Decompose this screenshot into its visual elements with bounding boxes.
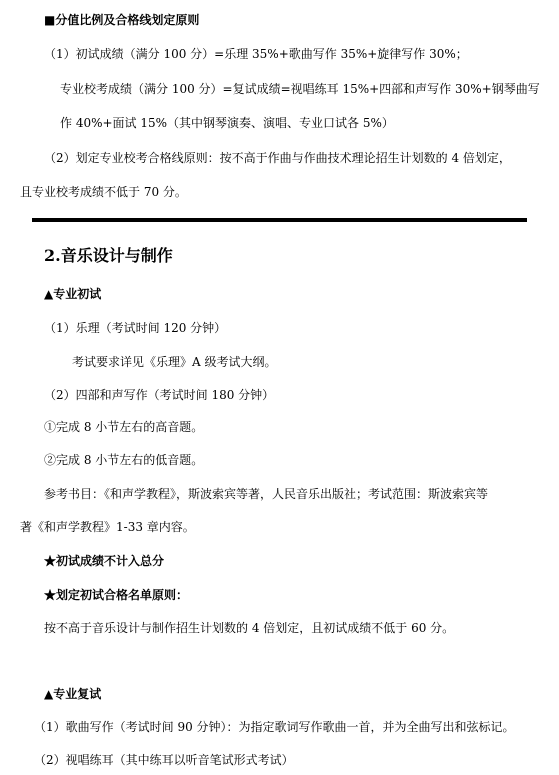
item-harmony-soprano: ①完成 8 小节左右的高音题。 [44,420,204,434]
paragraph-pass-line-1: （2）划定专业校考合格线原则：按不高于作曲与作曲技术理论招生计划数的 4 倍划定， [44,151,511,165]
item-ear-training: （2）视唱练耳（其中练耳以听音笔试形式考试） [34,753,294,767]
note-pass-principle: ★划定初试合格名单原则： [44,588,189,602]
section-title-music-design: 2.音乐设计与制作 [44,246,173,265]
item-music-theory-desc: 考试要求详见《乐理》A 级考试大纲。 [72,355,277,369]
heading-retest: ▲专业复试 [44,687,102,701]
section-heading-score-ratio: ■分值比例及合格线划定原则 [44,13,200,27]
heading-initial-exam: ▲专业初试 [44,287,102,301]
reference-books-2: 著《和声学教程》1-33 章内容。 [20,520,195,534]
horizontal-rule [32,218,527,222]
note-pass-principle-desc: 按不高于音乐设计与制作招生计划数的 4 倍划定，且初试成绩不低于 60 分。 [44,621,455,635]
item-harmony-bass: ②完成 8 小节左右的低音题。 [44,453,204,467]
note-not-counted: ★初试成绩不计入总分 [44,554,165,568]
item-music-theory: （1）乐理（考试时间 120 分钟） [44,321,227,335]
paragraph-initial-score: （1）初试成绩（满分 100 分）=乐理 35%+歌曲写作 35%+旋律写作 30%； [44,47,468,61]
paragraph-school-score-1: 专业校考成绩（满分 100 分）=复试成绩=视唱练耳 15%+四部和声写作 30%+钢琴曲写 [60,82,540,96]
paragraph-pass-line-2: 且专业校考成绩不低于 70 分。 [20,185,187,199]
reference-books-1: 参考书目：《和声学教程》，斯波索宾等著，人民音乐出版社；考试范围：斯波索宾等 [44,487,489,501]
item-song-writing: （1）歌曲写作（考试时间 90 分钟）：为指定歌词写作歌曲一首，并为全曲写出和弦标记。 [34,720,515,734]
item-harmony: （2）四部和声写作（考试时间 180 分钟） [44,388,275,402]
paragraph-school-score-2: 作 40%+面试 15%（其中钢琴演奏、演唱、专业口试各 5%） [60,116,394,130]
